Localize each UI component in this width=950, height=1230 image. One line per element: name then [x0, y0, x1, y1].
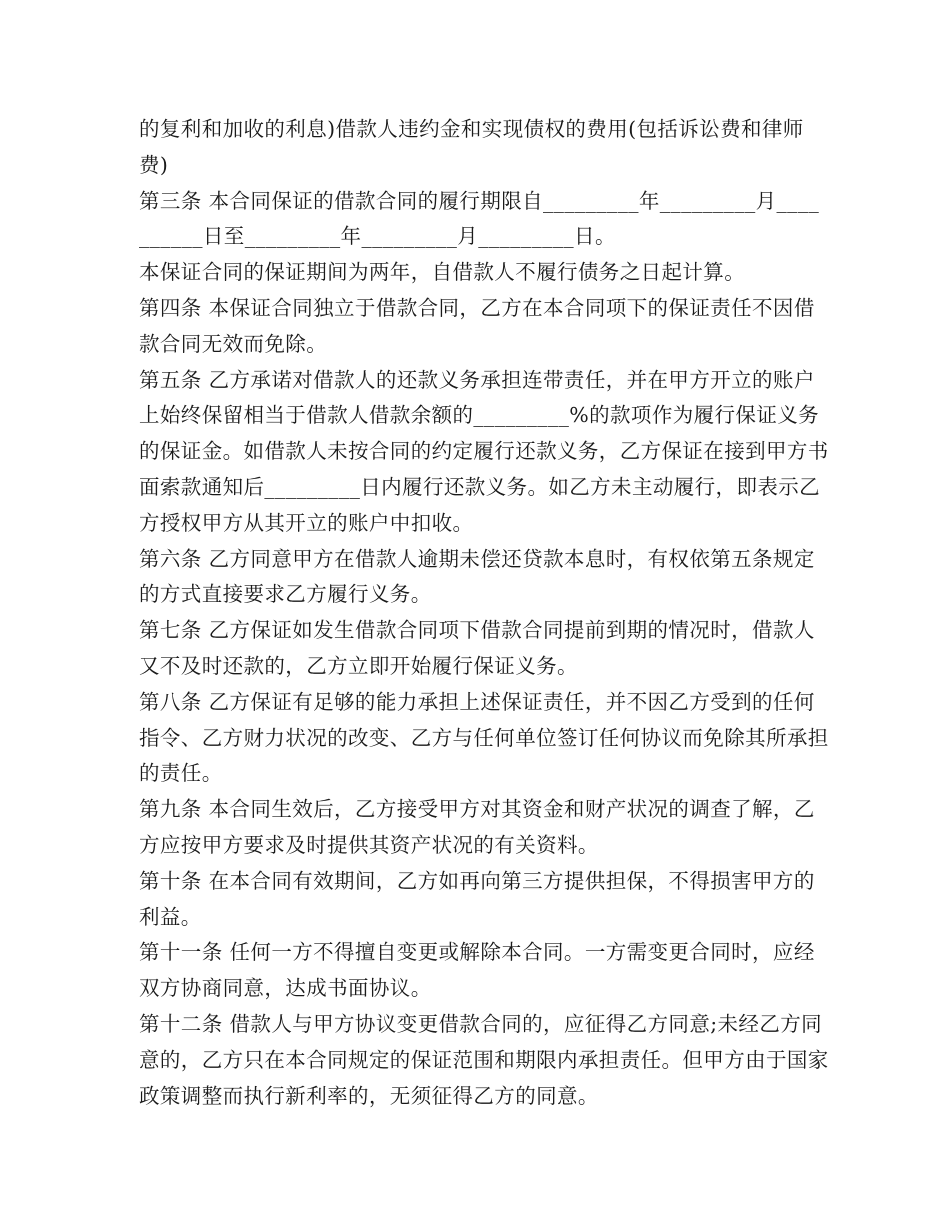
contract-body: [139, 112, 829, 1114]
paragraph-guarantee-period: 本保证合同的保证期间为两年，自借款人不履行债务之日起计算。: [139, 260, 746, 285]
paragraph-article-7: 第七条 乙方保证如发生借款合同项下借款合同提前到期的情况时，借款人又不及时还款的，乙方立即开始履行保证义务。: [139, 618, 815, 678]
paragraph-article-3: 第三条 本合同保证的借款合同的履行期限自_________年_________月__________日至_________年_________月_________日。: [139, 188, 820, 249]
paragraph-article-8: 第八条 乙方保证有足够的能力承担上述保证责任，并不因乙方受到的任何指令、乙方财力状况的改变、乙方与任何单位签订任何协议而免除其所承担的责任。: [139, 689, 829, 786]
paragraph-article-5: 第五条 乙方承诺对借款人的还款义务承担连带责任，并在甲方开立的账户上始终保留相当于借款人借款余额的_________%的款项作为履行保证义务的保证金。如借款人未按合同的约定履行还款义务，乙方保证在接到甲方书面索款通知后_________日内履行还款义务。如乙方未主动履行，即表示乙方授权甲方从其开立的账户中扣收。: [139, 367, 829, 535]
paragraph-continuation: 的复利和加收的利息)借款人违约金和实现债权的费用(包括诉讼费和律师费): [139, 117, 804, 177]
paragraph-article-4: 第四条 本保证合同独立于借款合同，乙方在本合同项下的保证责任不因借款合同无效而免除。: [139, 295, 815, 356]
paragraph-article-11: 第十一条 任何一方不得擅自变更或解除本合同。一方需变更合同时，应经双方协商同意，达成书面协议。: [139, 940, 815, 1001]
paragraph-article-10: 第十条 在本合同有效期间，乙方如再向第三方提供担保，不得损害甲方的利益。: [139, 868, 815, 929]
paragraph-article-9: 第九条 本合同生效后，乙方接受甲方对其资金和财产状况的调查了解，乙方应按甲方要求及时提供其资产状况的有关资料。: [139, 797, 815, 857]
paragraph-article-6: 第六条 乙方同意甲方在借款人逾期未偿还贷款本息时，有权依第五条规定的方式直接要求乙方履行义务。: [139, 546, 815, 607]
paragraph-article-12: 第十二条 借款人与甲方协议变更借款合同的，应征得乙方同意;未经乙方同意的，乙方只在本合同规定的保证范围和期限内承担责任。但甲方由于国家政策调整而执行新利率的，无须征得乙方的同意。: [139, 1011, 829, 1108]
